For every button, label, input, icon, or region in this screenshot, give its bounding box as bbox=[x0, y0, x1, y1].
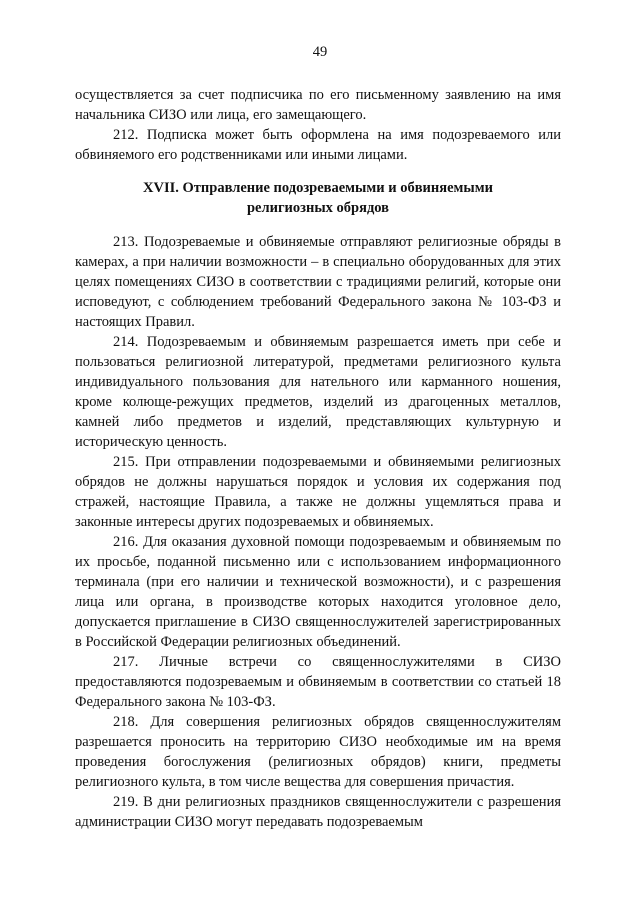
page-number: 49 bbox=[312, 44, 328, 60]
paragraph-214: 214. Подозреваемым и обвиняемым разрешается иметь при себе и пользоваться религиозной литературой, предметами религиозного культа индивидуального пользования для нательного или карманного ношения, кроме колюще-режущих предметов, изделий из драгоценных металлов, камней либо предметов и изделий, представляющих культурную и историческую ценность. bbox=[75, 334, 561, 450]
paragraph-217: 217. Личные встречи со священнослужителями в СИЗО предоставляются подозреваемым и обвиняемым в соответствии со статьей 18 Федерального закона № 103-ФЗ. bbox=[75, 654, 561, 710]
section-heading bbox=[75, 178, 561, 218]
section-heading-line-2: религиозных обрядов bbox=[246, 200, 390, 216]
paragraph-continuation: осуществляется за счет подписчика по его письменному заявлению на имя начальника СИЗО или лица, его замещающего. bbox=[75, 87, 561, 123]
paragraph-213: 213. Подозреваемые и обвиняемые отправляют религиозные обряды в камерах, а при наличии возможности – в специально оборудованных для этих целях помещениях СИЗО в соответствии с традициями религий, которые они исповедуют, с соблюдением требований Федерального закона № 103-ФЗ и настоящих Правил. bbox=[75, 234, 561, 330]
paragraph-216: 216. Для оказания духовной помощи подозреваемым и обвиняемым по их просьбе, поданной письменно или с использованием информационного терминала (при его наличии и технической возможности), и с разрешения лица или органа, в производстве которых находится уголовное дело, допускается приглашение в СИЗО священнослужителей зарегистрированных в Российской Федерации религиозных объединений. bbox=[75, 534, 561, 650]
paragraph-215: 215. При отправлении подозреваемыми и обвиняемыми религиозных обрядов не должны нарушаться порядок и условия их содержания под стражей, настоящие Правила, а также не должны ущемляться права и законные интересы других подозреваемых и обвиняемых. bbox=[75, 454, 561, 530]
continued-text-block bbox=[75, 85, 561, 165]
section-heading-line-1: XVII. Отправление подозреваемыми и обвиняемыми bbox=[143, 180, 493, 196]
paragraph-212: 212. Подписка может быть оформлена на имя подозреваемого или обвиняемого его родственниками или иными лицами. bbox=[75, 127, 561, 163]
paragraph-218: 218. Для совершения религиозных обрядов священнослужителям разрешается проносить на территорию СИЗО необходимые им на время проведения богослужения (религиозных обрядов) книги, предметы религиозного культа, в том числе вещества для совершения причастия. bbox=[75, 714, 561, 790]
paragraph-219: 219. В дни религиозных праздников священнослужители с разрешения администрации СИЗО могут передавать подозреваемым bbox=[75, 794, 561, 830]
section-body bbox=[75, 232, 561, 832]
